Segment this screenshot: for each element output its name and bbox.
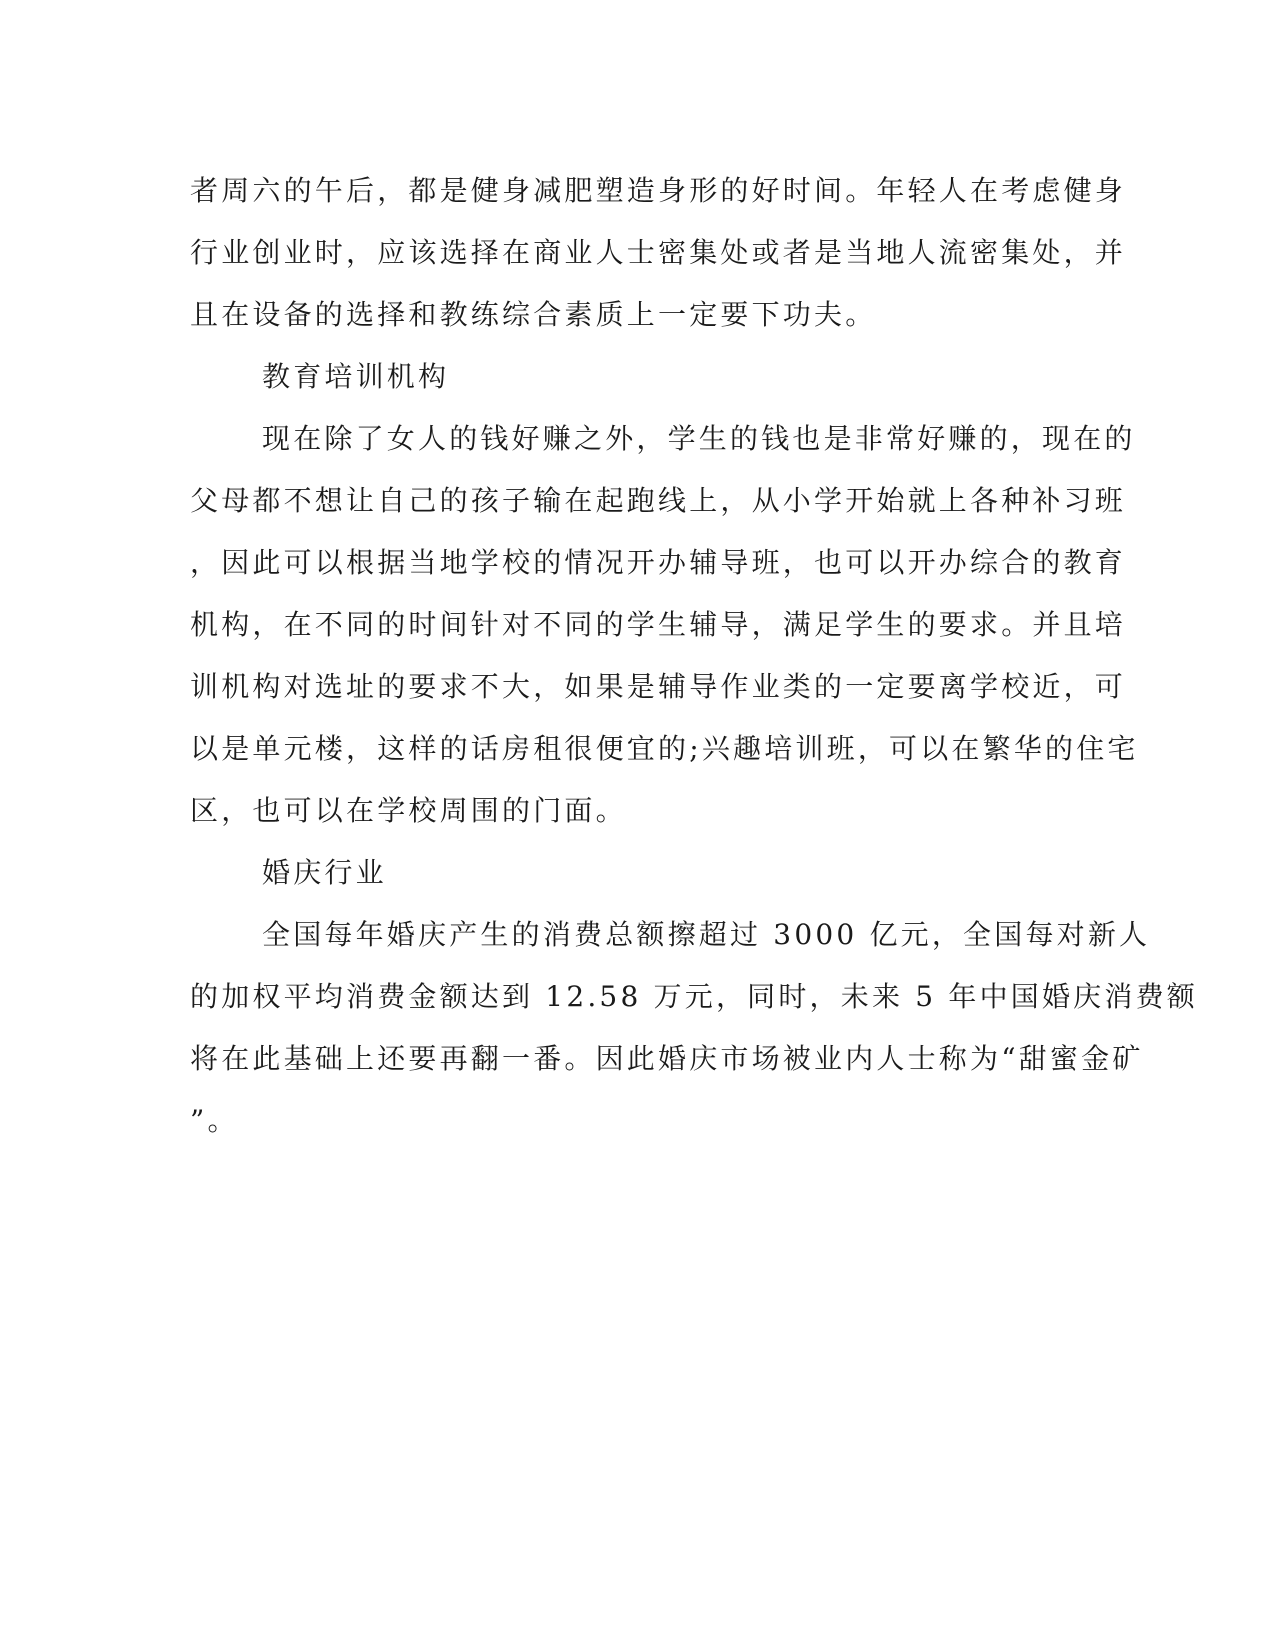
text-line: 行业创业时，应该选择在商业人士密集处或者是当地人流密集处，并 <box>190 236 1127 269</box>
text-line: 训机构对选址的要求不大，如果是辅导作业类的一定要离学校近，可 <box>190 670 1127 703</box>
text-line: 父母都不想让自己的孩子输在起跑线上，从小学开始就上各种补习班 <box>190 484 1127 517</box>
text-line: 以是单元楼，这样的话房租很便宜的;兴趣培训班，可以在繁华的住宅 <box>190 732 1139 765</box>
text-line: 全国每年婚庆产生的消费总额擦超过 3000 亿元，全国每对新人 <box>262 918 1151 951</box>
section-heading-wedding: 婚庆行业 <box>262 856 387 889</box>
text-line: ”。 <box>190 1104 239 1137</box>
text-line: 现在除了女人的钱好赚之外，学生的钱也是非常好赚的，现在的 <box>262 422 1136 455</box>
text-line: 的加权平均消费金额达到 12.58 万元，同时，未来 5 年中国婚庆消费额 <box>190 980 1198 1013</box>
text-line: 者周六的午后，都是健身减肥塑造身形的好时间。年轻人在考虑健身 <box>190 174 1127 207</box>
text-line: 机构，在不同的时间针对不同的学生辅导，满足学生的要求。并且培 <box>190 608 1127 641</box>
document-body <box>190 160 1198 1152</box>
text-line: ，因此可以根据当地学校的情况开办辅导班，也可以开办综合的教育 <box>190 546 1127 579</box>
text-line: 区，也可以在学校周围的门面。 <box>190 794 627 827</box>
text-line: 且在设备的选择和教练综合素质上一定要下功夫。 <box>190 298 877 331</box>
section-heading-education: 教育培训机构 <box>262 360 450 393</box>
text-line: 将在此基础上还要再翻一番。因此婚庆市场被业内人士称为“甜蜜金矿 <box>190 1042 1144 1075</box>
